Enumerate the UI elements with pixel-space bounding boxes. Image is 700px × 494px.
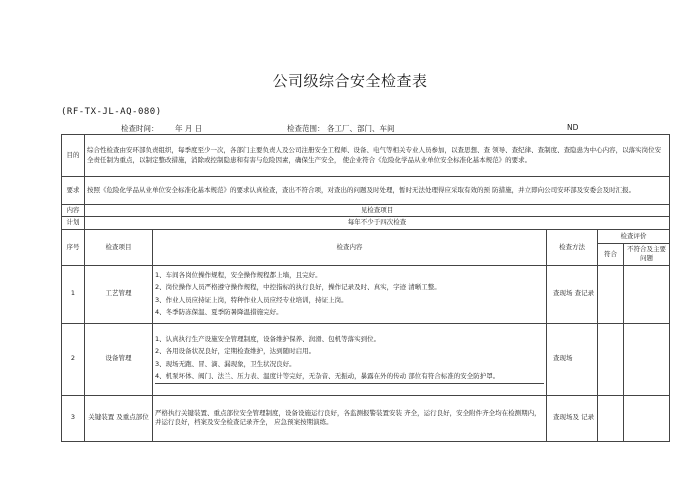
header-row — [62, 229, 670, 243]
table-row — [62, 395, 670, 441]
inspection-scope-value: 各工厂、部门、车间 — [327, 124, 395, 133]
row-method: 查现场及 记录 — [547, 395, 598, 441]
plan-row — [62, 217, 670, 229]
requirement-label: 要求 — [62, 177, 85, 205]
row-conform-cell[interactable] — [598, 395, 624, 441]
inspection-table — [61, 134, 670, 442]
header-conform: 符合 — [598, 243, 624, 265]
content-line: 1、认真执行生产设施安全管理制度，设备维护保养、润滑、包机等落实到位。 — [155, 334, 381, 343]
requirement-text: 按照《危险化学品从业单位安全标准化基本规范》的要求认真检查，查出不符合项，对查出的问题及时处理，暂时无法处理得应采取有效的预 防措施，并立即向公司安环部及安委会及时汇报。 — [85, 177, 670, 205]
content-line: 4、机泵坏体、阀门、法兰、压力表、温度计等完好，无杂音、无振动，暴露在外的传动 部位有符合标准的安全防护罩。 — [155, 372, 544, 383]
purpose-text: 综合性检查由安环部负责组织，每季度至少一次，各部门主要负责人及公司注册安全工程师、设备、电气等相关专业人员参加，以查思想、查 领导、查纪律、查制度、查隐患为中心内容，以落实岗位安全责任制为重点，以制定整改措施，消除或控制隐患和有害与危险因素，确保生产安全， 使企业符合《危险化学品从业单位安全标准化基本规范》的要求。 — [85, 135, 670, 177]
content-line: 3、作业人员应持证上岗，特种作业人员应经专业培训，持证上岗。 — [155, 295, 348, 304]
table-row — [62, 265, 670, 323]
document-number-label: ND — [567, 123, 579, 132]
row-conform-cell[interactable] — [598, 323, 624, 395]
row-contents — [153, 323, 547, 395]
inspection-time-value: 年 月 日 — [175, 124, 203, 133]
row-item: 工艺管理 — [85, 265, 153, 323]
purpose-row — [62, 135, 670, 177]
requirement-row — [62, 177, 670, 205]
header-nonconform: 不符合及主要问题 — [624, 243, 670, 265]
row-item: 设备管理 — [85, 323, 153, 395]
row-contents — [153, 265, 547, 323]
header-content: 检查内容 — [153, 229, 547, 265]
row-method: 查现场 查记录 — [547, 265, 598, 323]
row-nonconform-cell[interactable] — [624, 323, 670, 395]
row-contents — [153, 395, 547, 441]
plan-label: 计划 — [62, 217, 85, 229]
page-title: 公司级综合安全检查表 — [272, 72, 428, 90]
row-method: 查现场 — [547, 323, 598, 395]
content-line: 2、岗位操作人员严格遵守操作规程，中控指标的执行良好，操作记录及时、真实，字迹 清晰工整。 — [155, 283, 441, 292]
content-line: 4、冬季防冻保温、夏季防暑降温措施完好。 — [155, 308, 283, 317]
purpose-label: 目的 — [62, 135, 85, 177]
row-conform-cell[interactable] — [598, 265, 624, 323]
content-line: 严格执行关键装置、重点部位安全管理制度，设备设施运行良好，各监测报警装置安装 齐全，运行良好，安全附件齐全均在检测期内，并运行良好，档案及安全检查记录齐全， 应急预案按期演练。 — [155, 408, 541, 427]
content-label: 内容 — [62, 205, 85, 217]
header-method: 检查方法 — [547, 229, 598, 265]
document-code: (RF-TX-JL-AQ-080) — [61, 107, 162, 117]
content-value: 见检查项目 — [85, 205, 670, 217]
row-nonconform-cell[interactable] — [624, 395, 670, 441]
row-nonconform-cell[interactable] — [624, 265, 670, 323]
content-row — [62, 205, 670, 217]
inspection-time-label: 检查时间： — [121, 124, 159, 133]
header-item: 检查项目 — [85, 229, 153, 265]
content-line: 3、现场无跑、冒、滴、漏现象，卫生状况良好。 — [155, 359, 296, 368]
row-item: 关键装置 及重点部位 — [85, 395, 153, 441]
row-seq: 1 — [62, 265, 85, 323]
header-seq: 序号 — [62, 229, 85, 265]
row-seq: 2 — [62, 323, 85, 395]
content-line: 2、各用设备状况良好，定期检查维护，达到随时启用。 — [155, 347, 316, 356]
plan-value: 每年不少于四次检查 — [85, 217, 670, 229]
inspection-scope-label: 检查范围： — [287, 124, 325, 133]
row-seq: 3 — [62, 395, 85, 441]
header-evaluation: 检查评价 — [598, 229, 670, 243]
table-row — [62, 323, 670, 395]
content-line: 1、车间各岗位操作规程，安全操作规程都上墙，且完好。 — [155, 270, 322, 279]
